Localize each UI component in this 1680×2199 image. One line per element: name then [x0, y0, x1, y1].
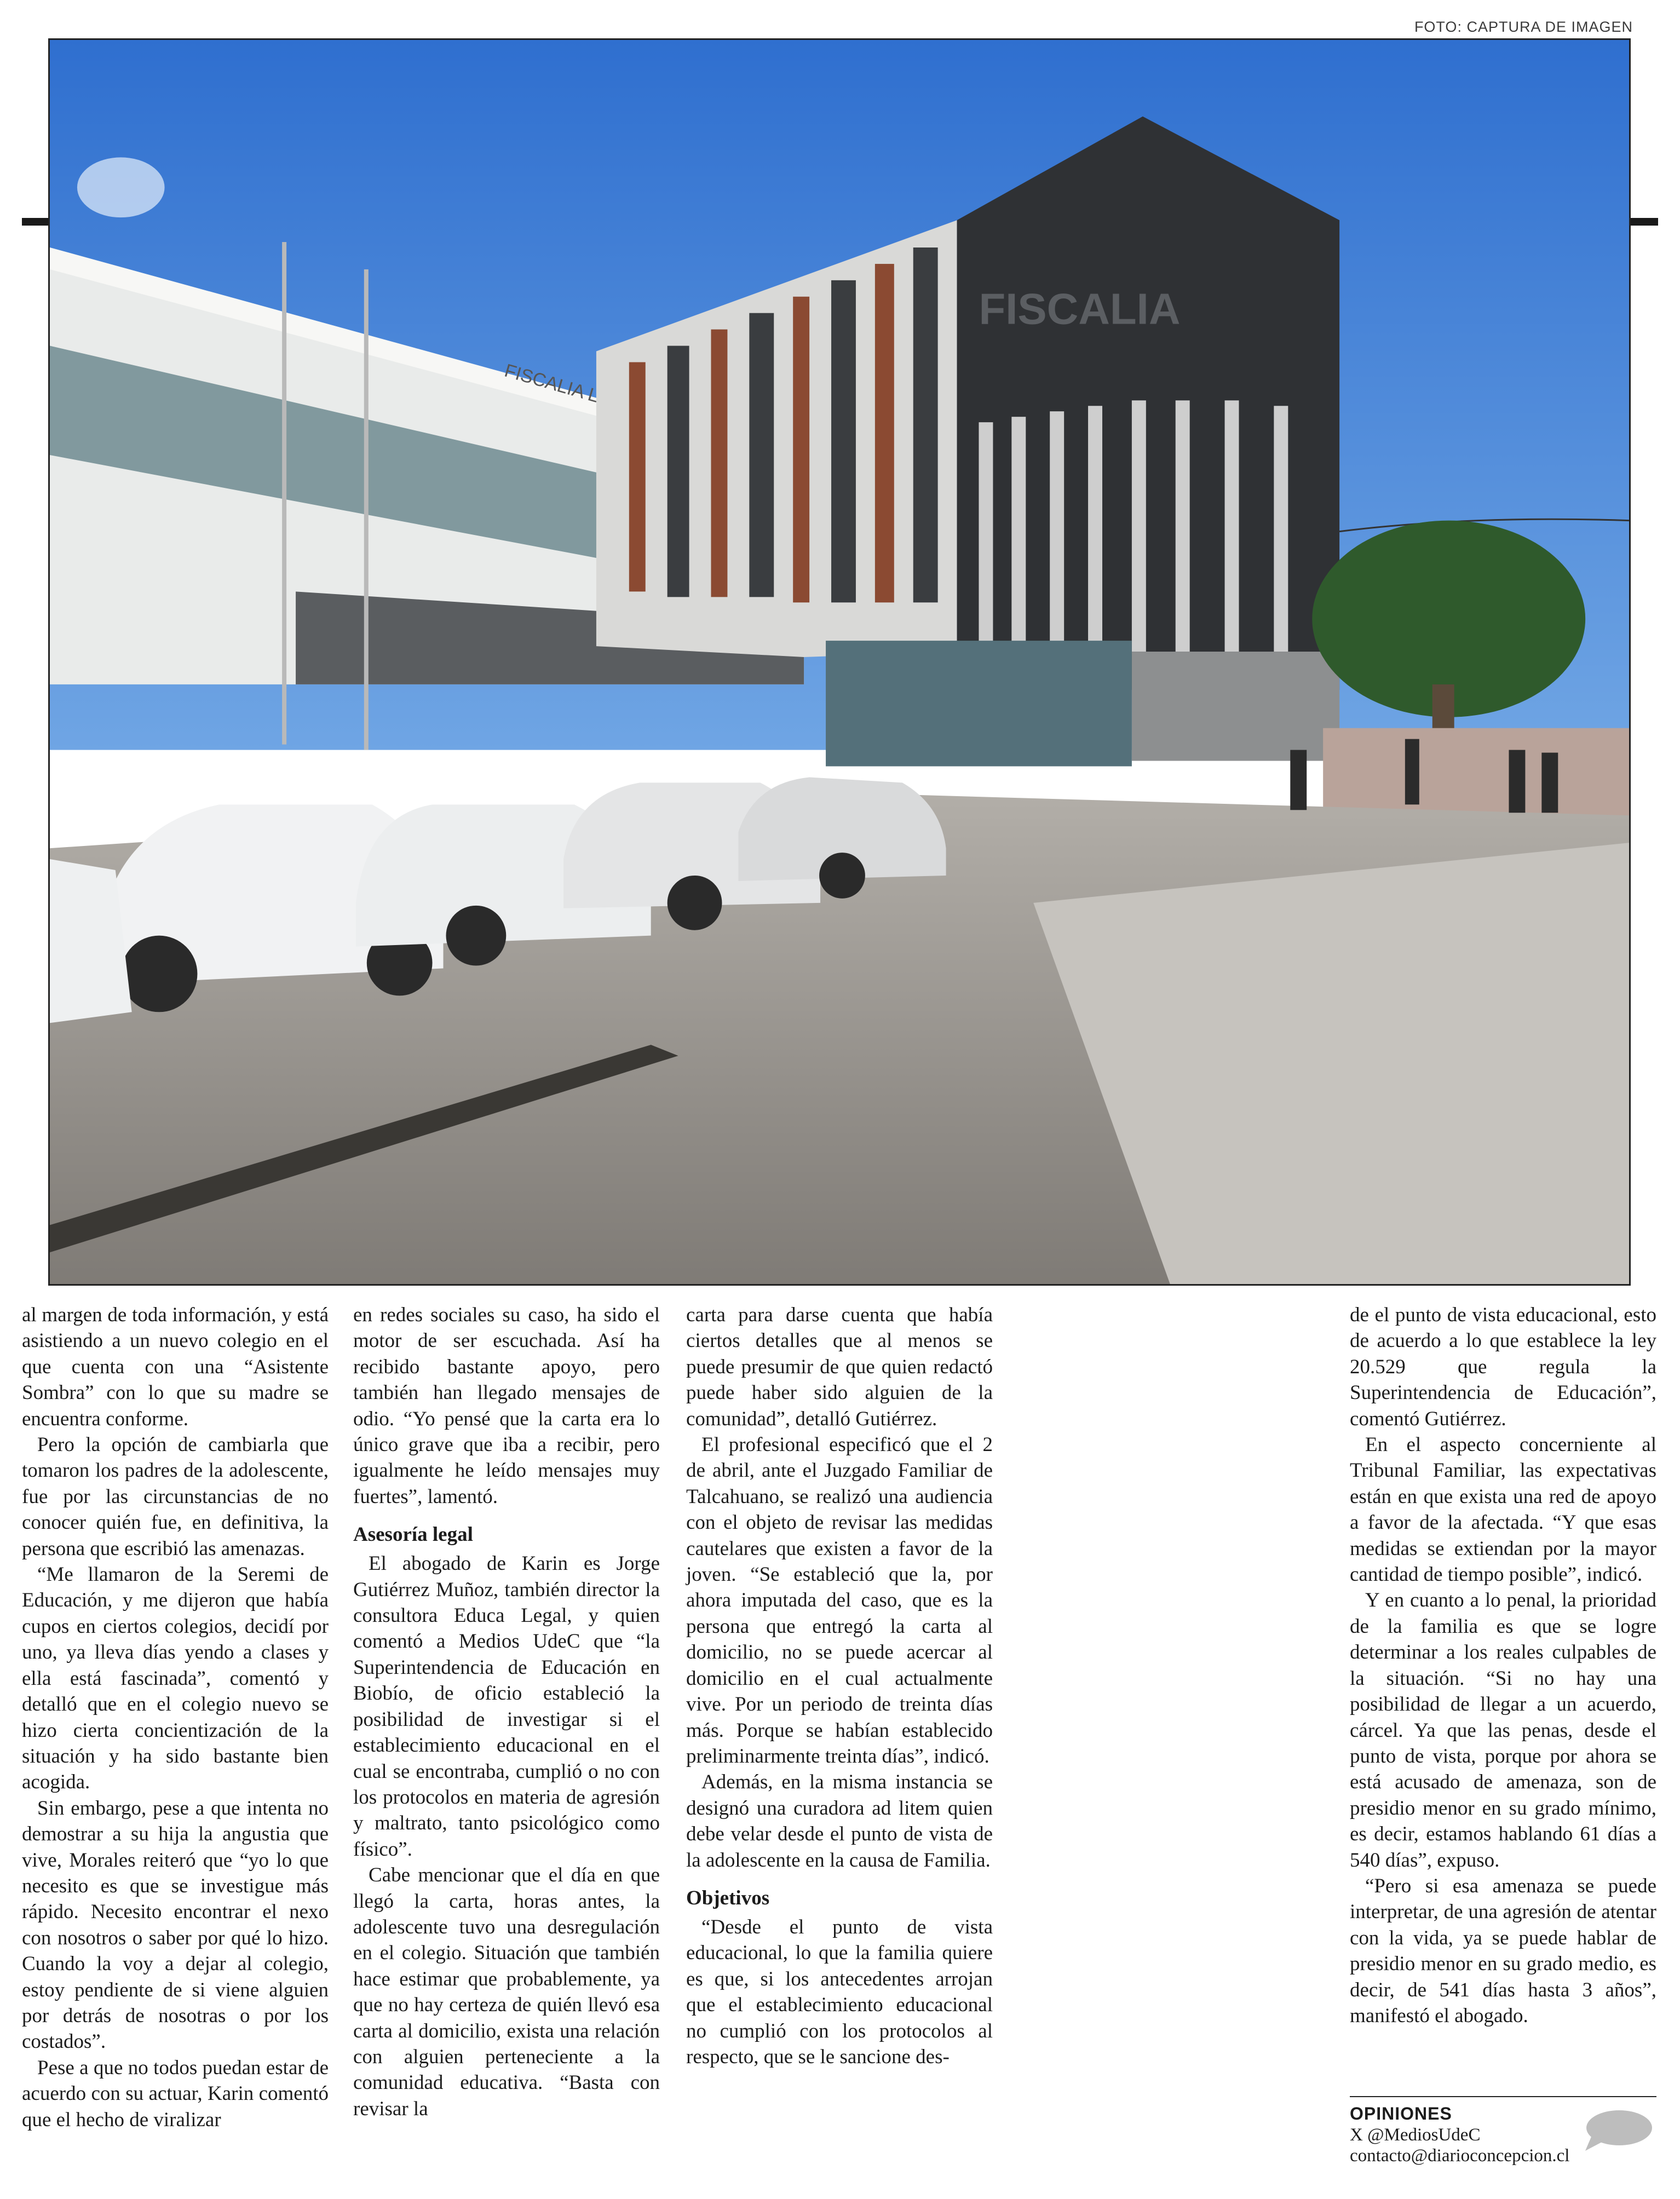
social-handle[interactable]: X @MediosUdeC: [1350, 2125, 1481, 2145]
subheading-asesoria-legal: Asesoría legal: [353, 1523, 473, 1546]
paragraph: carta para darse cuenta que había ciertos detalles que al menos se puede presumir de que quien redactó puede haber sido alguien de la comunidad”, detalló Gutiérrez.: [686, 1304, 993, 1430]
paragraph: al margen de toda información, y está asistiendo a un nuevo colegio en el que cuenta con una “Asistente Sombra” con lo que su madre se encuentra conforme.: [22, 1304, 329, 1430]
section-rule-left: [22, 218, 51, 226]
photo-credit: FOTO: CAPTURA DE IMAGEN: [1414, 19, 1633, 35]
paragraph: de el punto de vista educacional, esto de acuerdo a lo que establece la ley 20.529 que regula la Superintendencia de Educación”, comentó Gutiérrez.: [1350, 1304, 1656, 1430]
paragraph: El profesional especificó que el 2 de abril, ante el Juzgado Familiar de Talcahuano, se realizó una audiencia con el objeto de revisar las medidas cautelares que existen a favor de la joven. “Se estableció que la, por ahora imputada del caso, que es la persona que entregó la carta al domicilio, no se puede acercar al domicilio en el cual actualmente vive. Por un periodo de treinta días más. Porque se habían establecido preliminarmente treinta días”, indicó.: [686, 1434, 993, 1768]
article-column-1: [22, 1302, 329, 2133]
paragraph: “Me llamaron de la Seremi de Educación, y me dijeron que había cupos en ciertos colegios, decidí por uno, ya lleva días yendo a clases y ella está fascinada”, comentó y detalló que en el colegio nuevo se hizo cierta concientización de la situación y ha sido bastante bien acogida.: [22, 1563, 329, 1794]
article-photo: [48, 38, 1631, 1286]
paragraph: Pero la opción de cambiarla que tomaron los padres de la adolescente, fue por las circunstancias de no conocer quién fue, en definitiva, la persona que escribió las amenazas.: [22, 1434, 329, 1560]
paragraph: Y en cuanto a lo penal, la prioridad de la familia es que se logre determinar a los reales culpables de la situación. “Si no hay una posibilidad de llegar a un acuerdo, cárcel. Ya que las penas, desde el punto de vista, porque por ahora se está acusado de amenaza, son de presidio menor en su grado mínimo, es decir, estamos hablando 61 días a 540 días”, expuso.: [1350, 1589, 1656, 1872]
article-column-3: [686, 1302, 993, 2070]
contact-email[interactable]: contacto@diarioconcepcion.cl: [1350, 2146, 1570, 2166]
paragraph: “Pero si esa amenaza se puede interpretar, de una agresión de atentar con la vida, ya se puede hablar de presidio menor en su grado medio, es decir, de 541 días hasta 3 años”, manifestó el abogado.: [1350, 1874, 1656, 2027]
building-sign-low: FISCALIA: [502, 360, 586, 403]
paragraph: En el aspecto concerniente al Tribunal Familiar, las expectativas están en que exista una red de apoyo a favor de la afectada. “Y que esas medidas se extiendan por la mayor cantidad de tiempo posible”, indicó.: [1350, 1434, 1656, 1586]
paragraph: Pese a que no todos puedan estar de acuerdo con su actuar, Karin comentó que el hecho de viralizar: [22, 2056, 329, 2131]
building-sign-top: FISCALIA: [979, 284, 1181, 333]
fiscalia-building-illustration: [50, 40, 1629, 1284]
paragraph: Cabe mencionar que el día en que llegó la carta, horas antes, la adolescente tuvo una desregulación en el colegio. Situación que también hace estimar que probablemente, ya que no hay certeza de quién llevó esa carta al domicilio, exista una relación con alguien perteneciente a la comunidad educativa. “Basta con revisar la: [353, 1864, 660, 2120]
paragraph: en redes sociales su caso, ha sido el motor de ser escuchada. Así ha recibido bastante apoyo, pero también han llegado mensajes de odio. “Yo pensé que la carta era lo único grave que iba a recibir, pero igualmente he leído mensajes muy fuertes”, lamentó.: [353, 1304, 660, 1508]
article-column-4: [1350, 1302, 1656, 2029]
paragraph: El abogado de Karin es Jorge Gutiérrez Muñoz, también director la consultora Educa Legal, y quien comentó a Medios UdeC que “la Superintendencia de Educación en Biobío, de oficio estableció la posibilidad de investigar si el establecimiento educacional en el cual se encontraba, cumplió o no con los protocolos en materia de agresión y maltrato, tanto psicológico como físico”.: [353, 1552, 660, 1861]
paragraph: “Desde el punto de vista educacional, lo que la familia quiere es que, si los antecedentes arrojan que el establecimiento educacional no cumplió con los protocolos al respecto, que se le sancione des-: [686, 1915, 993, 2068]
paragraph: Además, en la misma instancia se designó una curadora ad litem quien debe velar desde el punto de vista de la adolescente en la causa de Familia.: [686, 1771, 993, 1872]
opiniones-title: OPINIONES: [1350, 2104, 1452, 2123]
subheading-objetivos: Objetivos: [686, 1886, 770, 1909]
opiniones-box: [1350, 2096, 1656, 2166]
article-column-2: [353, 1302, 660, 2122]
paragraph: Sin embargo, pese a que intenta no demostrar a su hija la angustia que vive, Morales reiteró que “yo lo que necesito es que se investigue más rápido. Necesito encontrar el nexo con nosotros o saber por qué lo hizo. Cuando la voy a dejar al colegio, estoy pendiente de si viene alguien por detrás de nosotras o por los costados”.: [22, 1797, 329, 2053]
speech-bubble-icon: [1582, 2108, 1653, 2152]
